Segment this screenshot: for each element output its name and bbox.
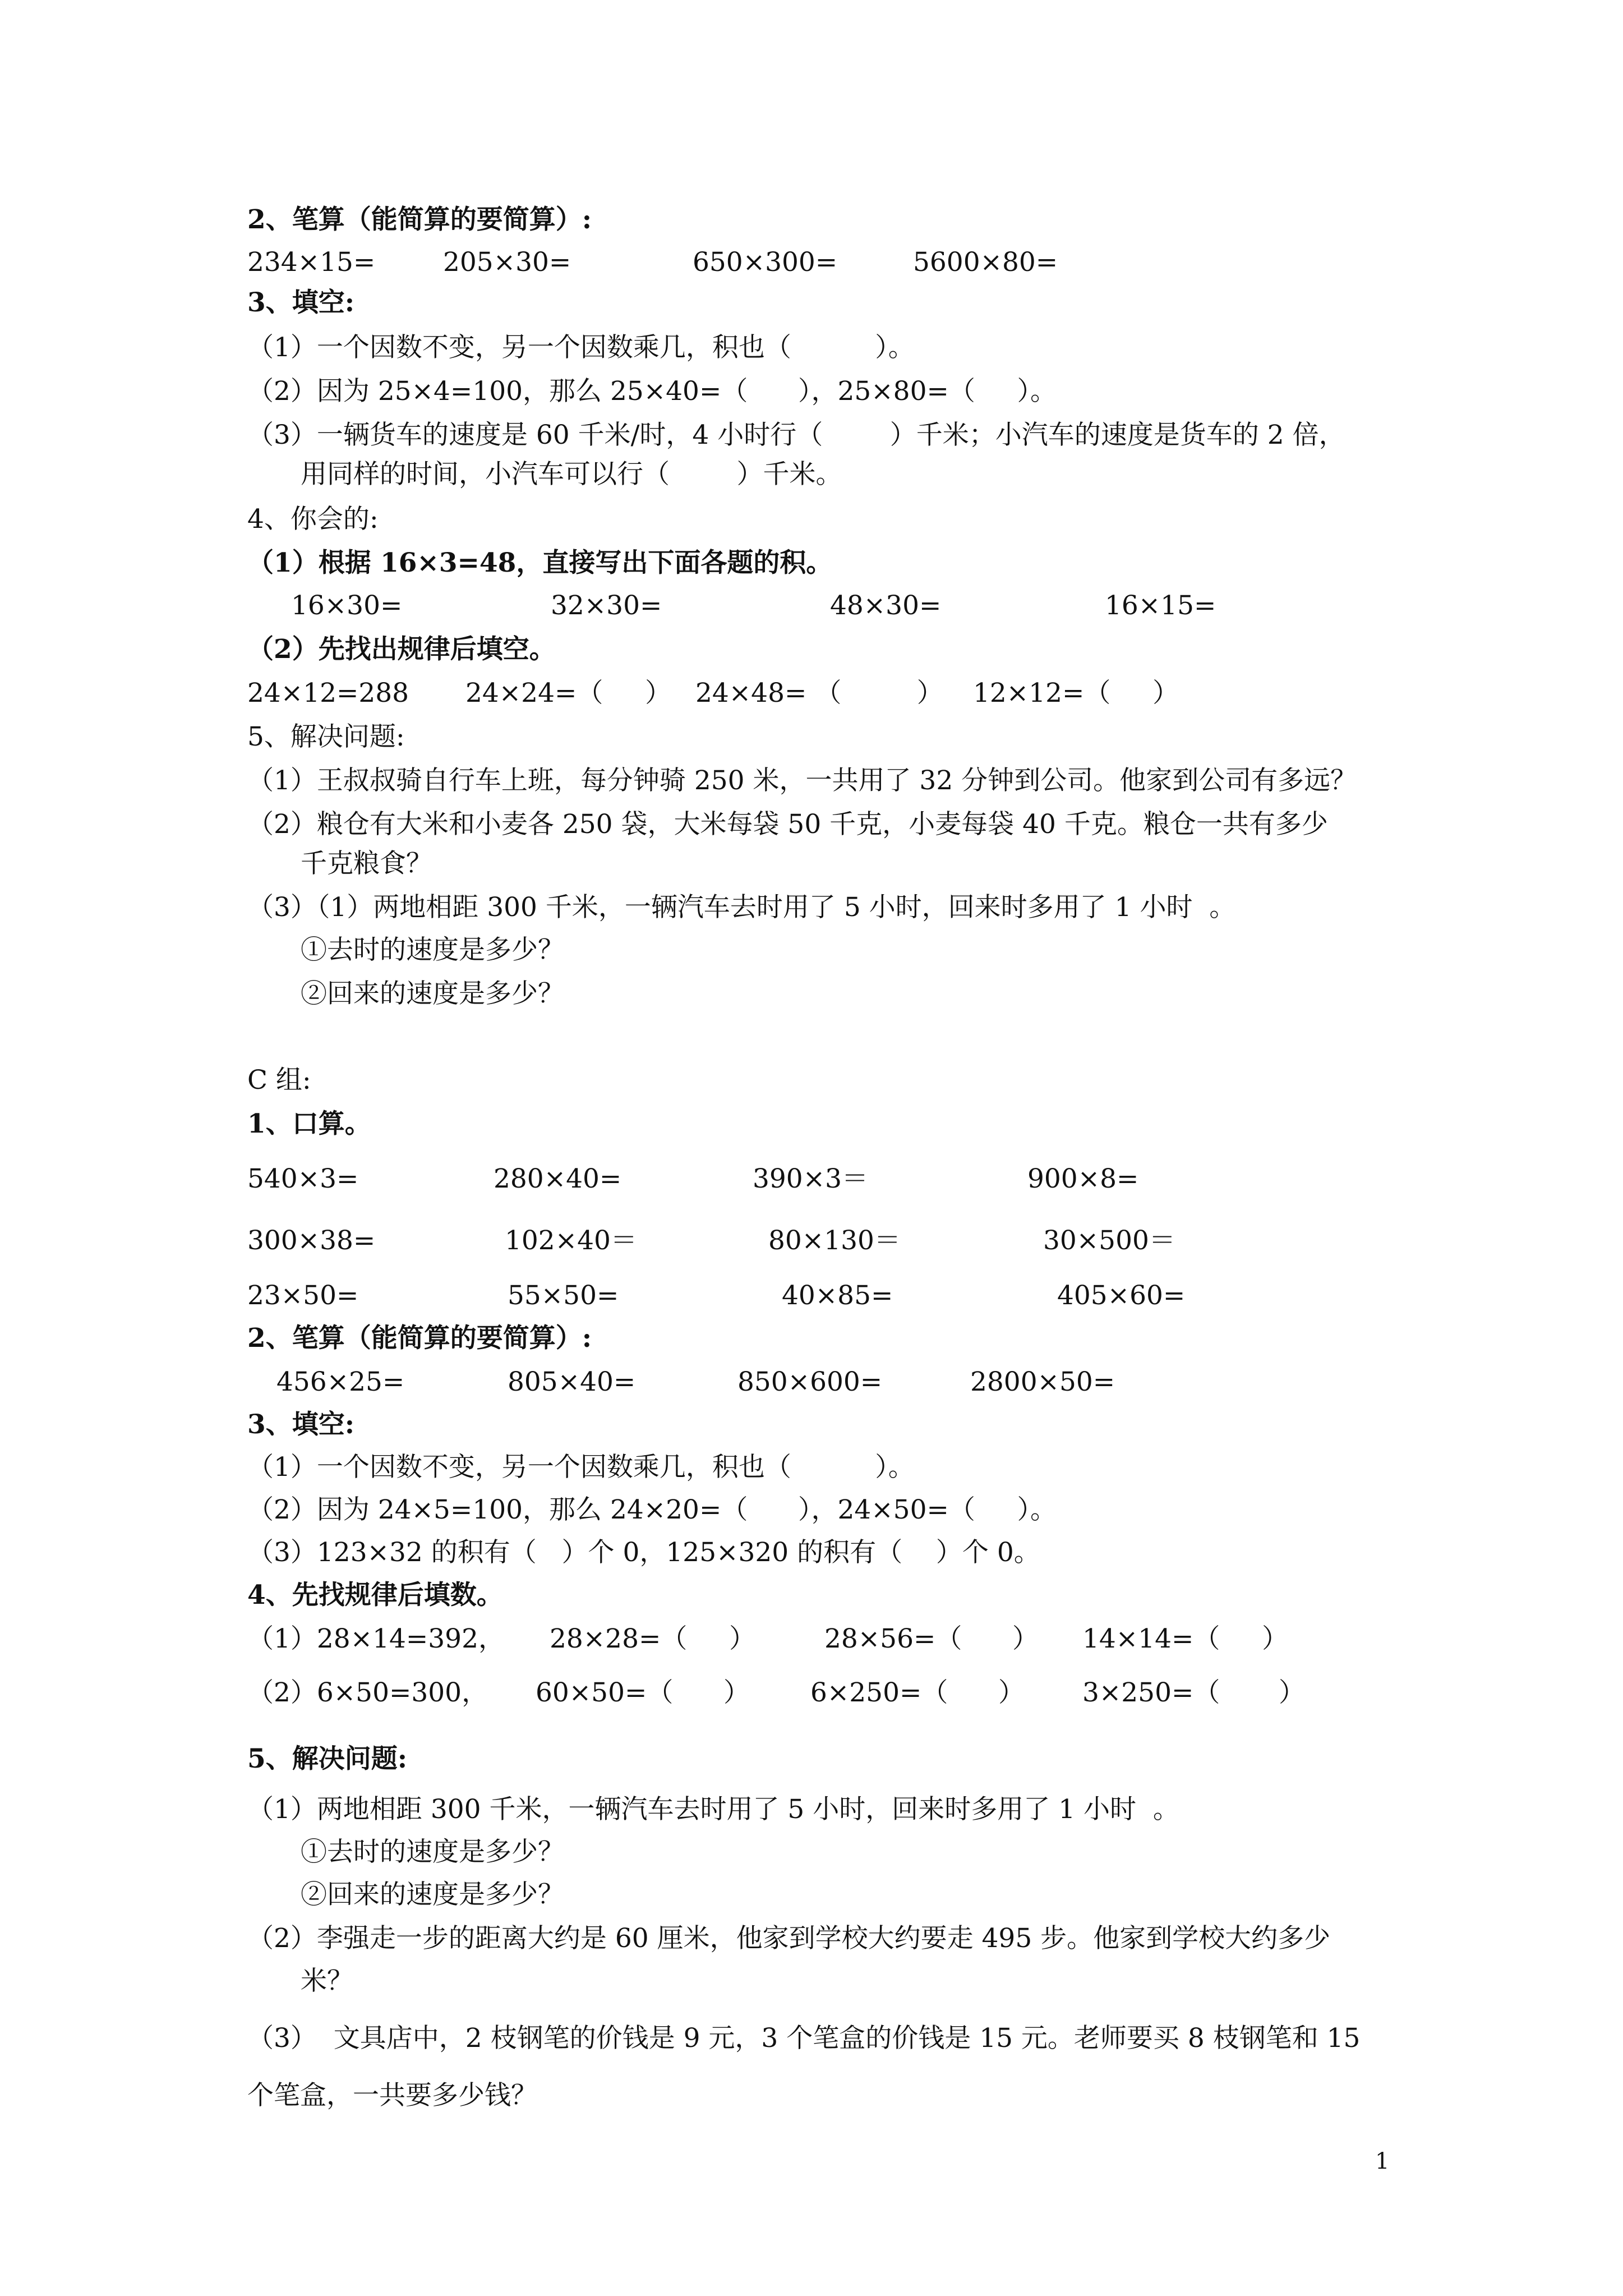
b-skill-heading: 4、你会的: — [247, 504, 379, 535]
c-solve-line: （3） 文具店中，2 枝钢笔的价钱是 9 元，3 个笔盒的价钱是 15 元。老师要买 8 枝钢笔和 15 — [247, 2023, 1361, 2054]
c-fill-line: （2）因为 24×5=100，那么 24×20=（ ），24×50=（ ）。 — [247, 1494, 1057, 1525]
c-oral-item: 405×60= — [1057, 1280, 1186, 1311]
c-pattern-item: 28×28=（ ） — [550, 1623, 756, 1654]
b-calc-item: 234×15= — [247, 247, 376, 278]
c-calc-heading: 2、笔算（能简算的要简算）: — [247, 1323, 592, 1354]
c-oral-item: 55×50= — [508, 1280, 619, 1311]
b-skill-2-item: 24×24=（ ） — [465, 678, 672, 708]
c-solve-line: （2）李强走一步的距离大约是 60 厘米，他家到学校大约要走 495 步。他家到学校大约多少 — [247, 1923, 1331, 1954]
c-pattern-item: 6×250=（ ） — [810, 1677, 1025, 1708]
c-oral-item: 23×50= — [247, 1280, 359, 1311]
b-skill-2-item: 24×48= （ ） — [695, 678, 943, 708]
c-solve-heading: 5、解决问题: — [247, 1743, 408, 1774]
c-oral-item: 540×3= — [247, 1163, 359, 1194]
c-oral-item: 40×85= — [782, 1280, 893, 1311]
b-solve-line: 千克粮食？ — [301, 848, 432, 879]
b-solve-line: ②回来的速度是多少？ — [301, 978, 564, 1009]
b-fill-line: 用同样的时间，小汽车可以行（ ）千米。 — [301, 459, 842, 490]
c-calc-item: 850×600= — [737, 1366, 883, 1397]
b-skill-1-item: 48×30= — [830, 590, 942, 621]
c-fill-heading: 3、填空: — [247, 1409, 355, 1440]
b-skill-2-intro: （2）先找出规律后填空。 — [247, 634, 556, 665]
c-solve-line: 米？ — [301, 1966, 353, 1996]
c-solve-line: ②回来的速度是多少？ — [301, 1879, 564, 1910]
b-fill-line: （1）一个因数不变，另一个因数乘几，积也（ ）。 — [247, 332, 915, 363]
c-pattern-item: （2）6×50=300， — [247, 1677, 488, 1708]
c-group-title: C 组: — [247, 1065, 311, 1096]
b-calc-heading: 2、笔算（能简算的要简算）: — [247, 204, 592, 235]
b-calc-item: 205×30= — [443, 247, 571, 278]
b-solve-line: （3）（1）两地相距 300 千米，一辆汽车去时用了 5 小时，回来时多用了 1 小时 。 — [247, 892, 1236, 923]
c-solve-line: ①去时的速度是多少？ — [301, 1837, 564, 1867]
c-oral-item: 30×500＝ — [1043, 1225, 1175, 1256]
c-pattern-item: 3×250=（ ） — [1082, 1677, 1305, 1708]
c-pattern-item: 60×50=（ ） — [536, 1677, 750, 1708]
c-pattern-item: 14×14=（ ） — [1082, 1623, 1289, 1654]
c-pattern-item: （1）28×14=392， — [247, 1623, 505, 1654]
b-calc-item: 650×300= — [693, 247, 838, 278]
c-oral-item: 102×40＝ — [505, 1225, 637, 1256]
b-solve-line: ①去时的速度是多少？ — [301, 935, 564, 965]
b-skill-1-intro: （1）根据 16×3=48，直接写出下面各题的积。 — [247, 547, 833, 578]
c-calc-item: 2800×50= — [970, 1366, 1115, 1397]
c-fill-line: （3）123×32 的积有（ ）个 0，125×320 的积有（ ）个 0。 — [247, 1537, 1040, 1568]
c-pattern-heading: 4、先找规律后填数。 — [247, 1580, 503, 1611]
b-fill-line: （3）一辆货车的速度是 60 千米/时，4 小时行（ ）千米；小汽车的速度是货车的 2 倍， — [247, 420, 1345, 450]
c-oral-item: 390×3＝ — [753, 1163, 868, 1194]
page-number: 1 — [1375, 2148, 1390, 2174]
b-calc-item: 5600×80= — [913, 247, 1058, 278]
b-skill-2-item: 12×12=（ ） — [973, 678, 1179, 708]
c-solve-line: 个笔盒，一共要多少钱？ — [247, 2080, 537, 2111]
c-oral-item: 300×38= — [247, 1225, 376, 1256]
c-calc-item: 456×25= — [276, 1366, 405, 1397]
b-skill-1-item: 32×30= — [551, 590, 662, 621]
b-skill-1-item: 16×15= — [1105, 590, 1216, 621]
c-pattern-item: 28×56=（ ） — [824, 1623, 1039, 1654]
b-fill-line: （2）因为 25×4=100，那么 25×40=（ ），25×80=（ ）。 — [247, 376, 1057, 407]
b-skill-2-item: 24×12=288 — [247, 678, 409, 708]
c-oral-item: 280×40= — [494, 1163, 622, 1194]
c-solve-line: （1）两地相距 300 千米，一辆汽车去时用了 5 小时，回来时多用了 1 小时 。 — [247, 1794, 1179, 1825]
b-skill-1-item: 16×30= — [291, 590, 403, 621]
b-solve-line: （1）王叔叔骑自行车上班，每分钟骑 250 米，一共用了 32 分钟到公司。他家到公司有多远？ — [247, 765, 1357, 796]
c-fill-line: （1）一个因数不变，另一个因数乘几，积也（ ）。 — [247, 1452, 915, 1483]
c-oral-item: 900×8= — [1027, 1163, 1139, 1194]
b-solve-line: （2）粮仓有大米和小麦各 250 袋，大米每袋 50 千克，小麦每袋 40 千克。粮仓一共有多少 — [247, 809, 1328, 840]
b-fill-heading: 3、填空: — [247, 287, 355, 318]
c-oral-item: 80×130＝ — [768, 1225, 901, 1256]
c-calc-item: 805×40= — [508, 1366, 636, 1397]
c-oral-heading: 1、口算。 — [247, 1108, 371, 1139]
b-solve-heading: 5、解决问题: — [247, 721, 405, 752]
